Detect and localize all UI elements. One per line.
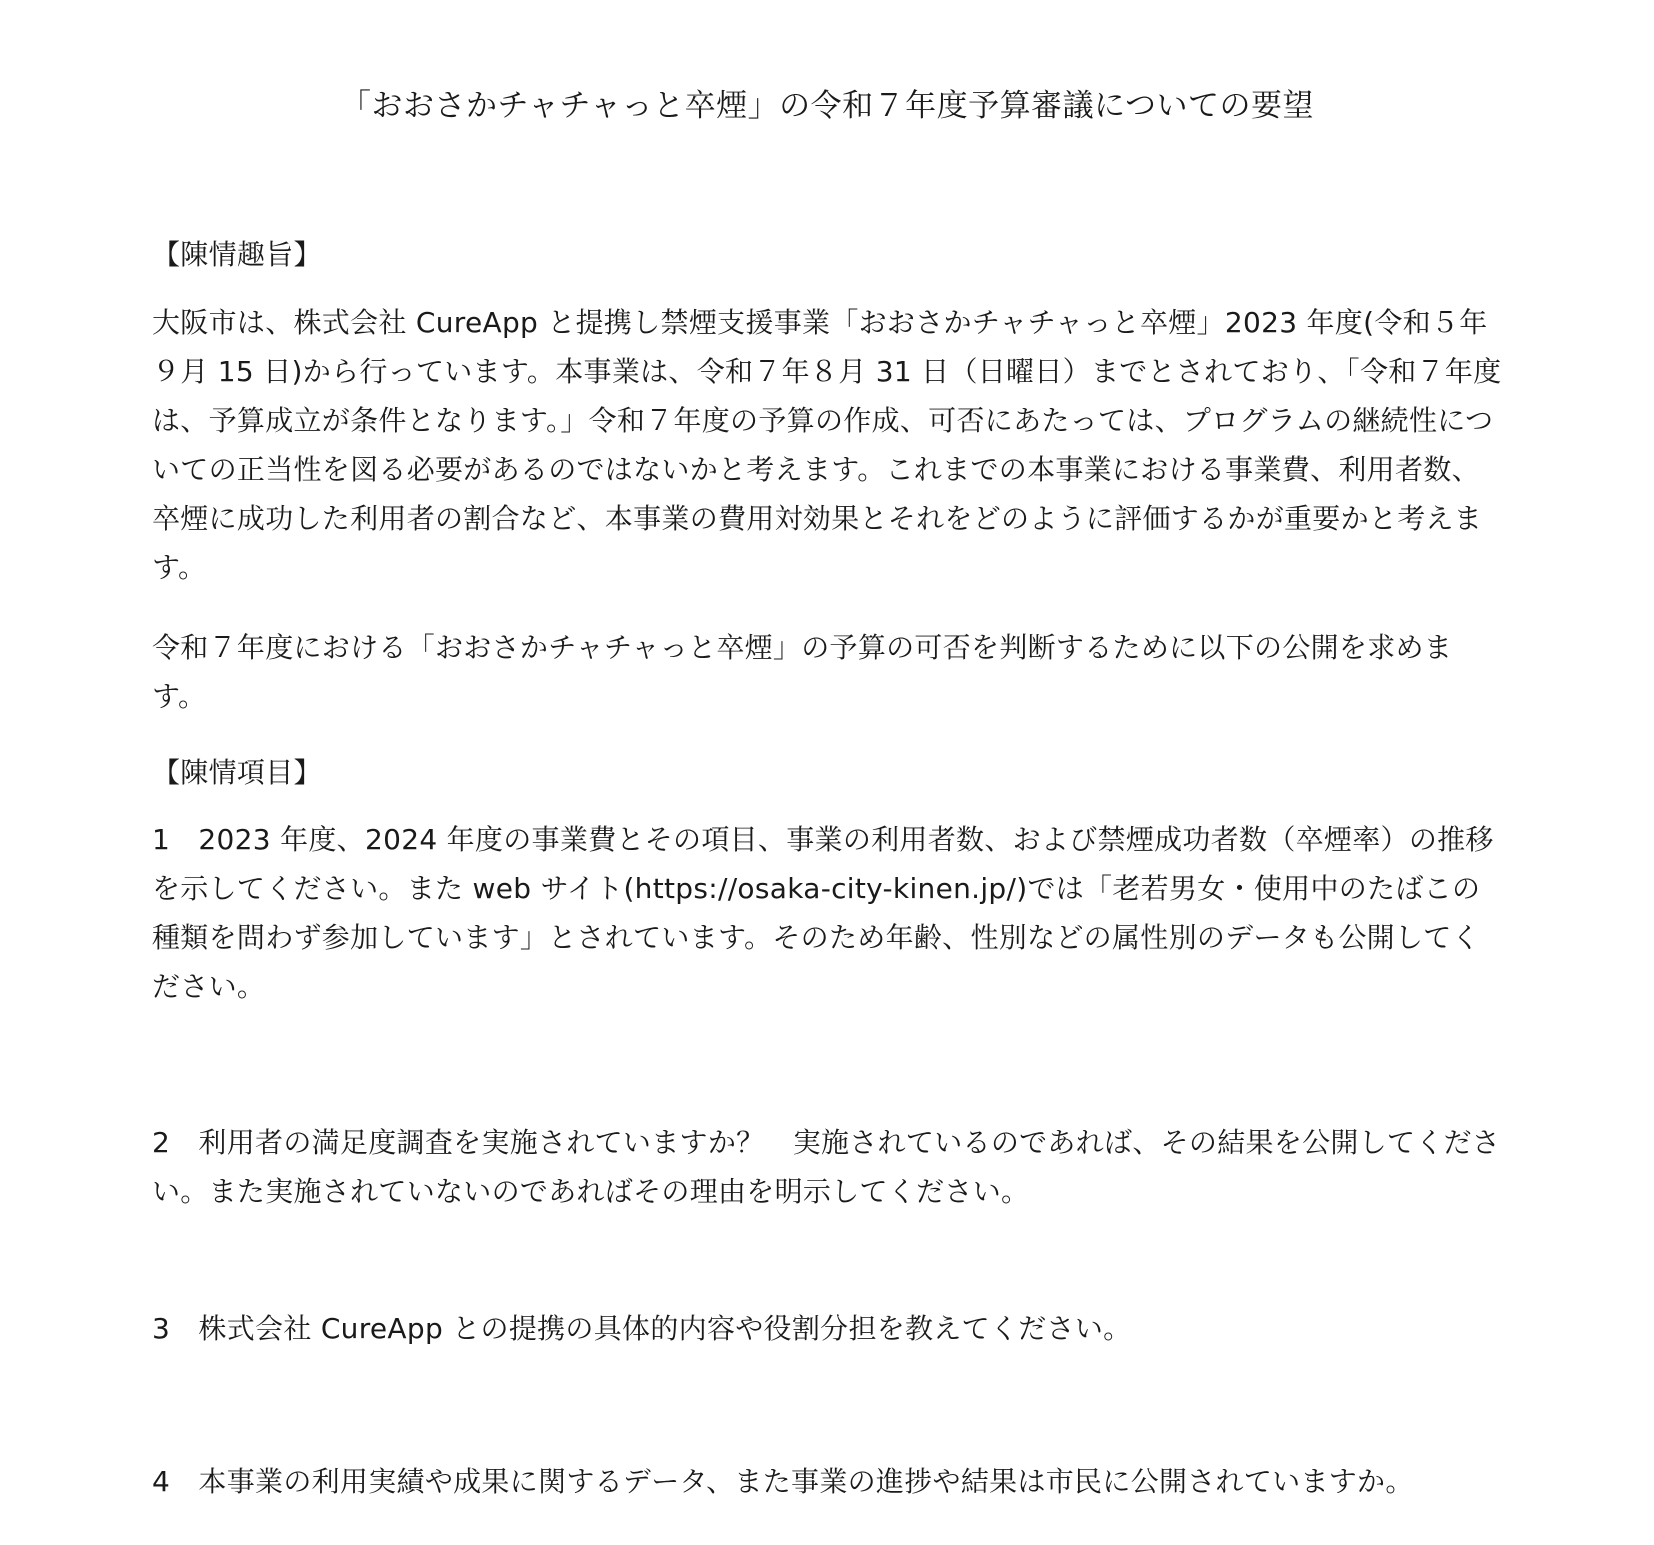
section-heading-purpose: 【陳情趣旨】 — [152, 238, 322, 271]
document-title: 「おおさかチャチャっと卒煙」の令和７年度予算審議についての要望 — [339, 88, 1315, 124]
purpose-paragraph: 大阪市は、株式会社 CureApp と提携し禁煙支援事業「おおさかチャチャっと卒煙」2023 年度(令和５年９月 15 日)から行っています。本事業は、令和７年８月 31 日（日曜日）までとされており、「令和７年度は、予算成立が条件となります。」令和７年度の予算の作成、可否にあたっては、プログラムの継続性についての正当性を図る必要があるのではないかと考えます。これまでの本事業における事業費、利用者数、卒煙に成功した利用者の割合など、本事業の費用対効果とそれをどのように評価するかが重要かと考えます。 — [152, 306, 1502, 584]
petition-item: 1 2023 年度、2024 年度の事業費とその項目、事業の利用者数、および禁煙成功者数（卒煙率）の推移を示してください。また web サイト(https://osaka-city-kinen.jp/)では「老若男女・使用中のたばこの種類を問わず参加しています」とされています。そのため年齢、性別などの属性別のデータも公開してください。 — [152, 823, 1494, 1003]
purpose-paragraph: 令和７年度における「おおさかチャチャっと卒煙」の予算の可否を判断するために以下の公開を求めます。 — [152, 631, 1453, 713]
petition-item: 3 株式会社 CureApp との提携の具体的内容や役割分担を教えてください。 — [152, 1312, 1132, 1345]
petition-item: 2 利用者の満足度調査を実施されていますか？ 実施されているのであれば、その結果を公開してください。また実施されていないのであればその理由を明示してください。 — [152, 1126, 1501, 1208]
petition-item: 4 本事業の利用実績や成果に関するデータ、また事業の進捗や結果は市民に公開されていますか。 — [152, 1465, 1414, 1498]
section-heading-items: 【陳情項目】 — [152, 756, 322, 789]
